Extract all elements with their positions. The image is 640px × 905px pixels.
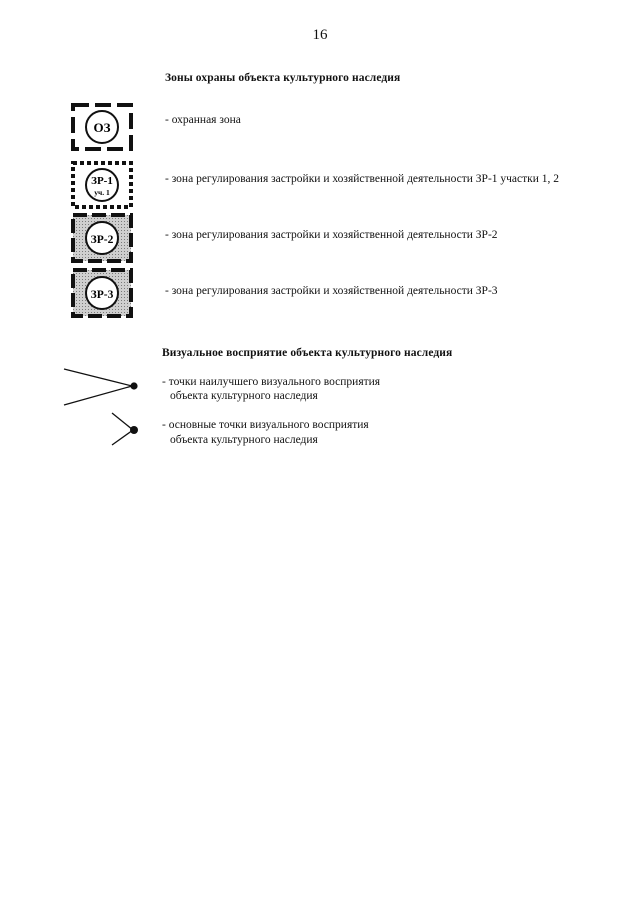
narrow-view-angle-icon bbox=[100, 408, 150, 448]
symbol-label-zr1: ЗР-1 bbox=[91, 175, 113, 187]
zr1-zone-symbol bbox=[70, 160, 134, 210]
symbol-label-oz: ОЗ bbox=[93, 120, 111, 135]
zone-description-zr1: - зона регулирования застройки и хозяйственной деятельности ЗР-1 участки 1, 2 bbox=[165, 173, 560, 185]
visual-item-1-line2: объекта культурного наследия bbox=[170, 390, 318, 402]
zr3-zone-symbol bbox=[70, 267, 134, 319]
page-number: 16 bbox=[312, 27, 328, 43]
wide-view-angle-icon bbox=[60, 364, 160, 408]
zone-description-zr3: - зона регулирования застройки и хозяйственной деятельности ЗР-3 bbox=[165, 285, 498, 297]
symbol-label-zr3: ЗР-3 bbox=[90, 289, 114, 301]
zone-description-zr2: - зона регулирования застройки и хозяйственной деятельности ЗР-2 bbox=[165, 229, 498, 241]
zr2-zone-symbol bbox=[70, 212, 134, 264]
zone-description-oz: - охранная зона bbox=[165, 114, 241, 126]
symbol-sublabel-zr1: уч. 1 bbox=[94, 188, 110, 197]
visual-item-2-line2: объекта культурного наследия bbox=[170, 434, 318, 446]
visual-item-1-line1: - точки наилучшего визуального восприятия bbox=[162, 376, 381, 388]
symbol-label-zr2: ЗР-2 bbox=[90, 234, 114, 246]
visual-item-2-line1: - основные точки визуального восприятия bbox=[162, 419, 369, 431]
visual-heading: Визуальное восприятие объекта культурного наследия bbox=[162, 347, 453, 359]
zones-heading: Зоны охраны объекта культурного наследия bbox=[165, 72, 401, 84]
oz-zone-symbol bbox=[70, 102, 134, 152]
